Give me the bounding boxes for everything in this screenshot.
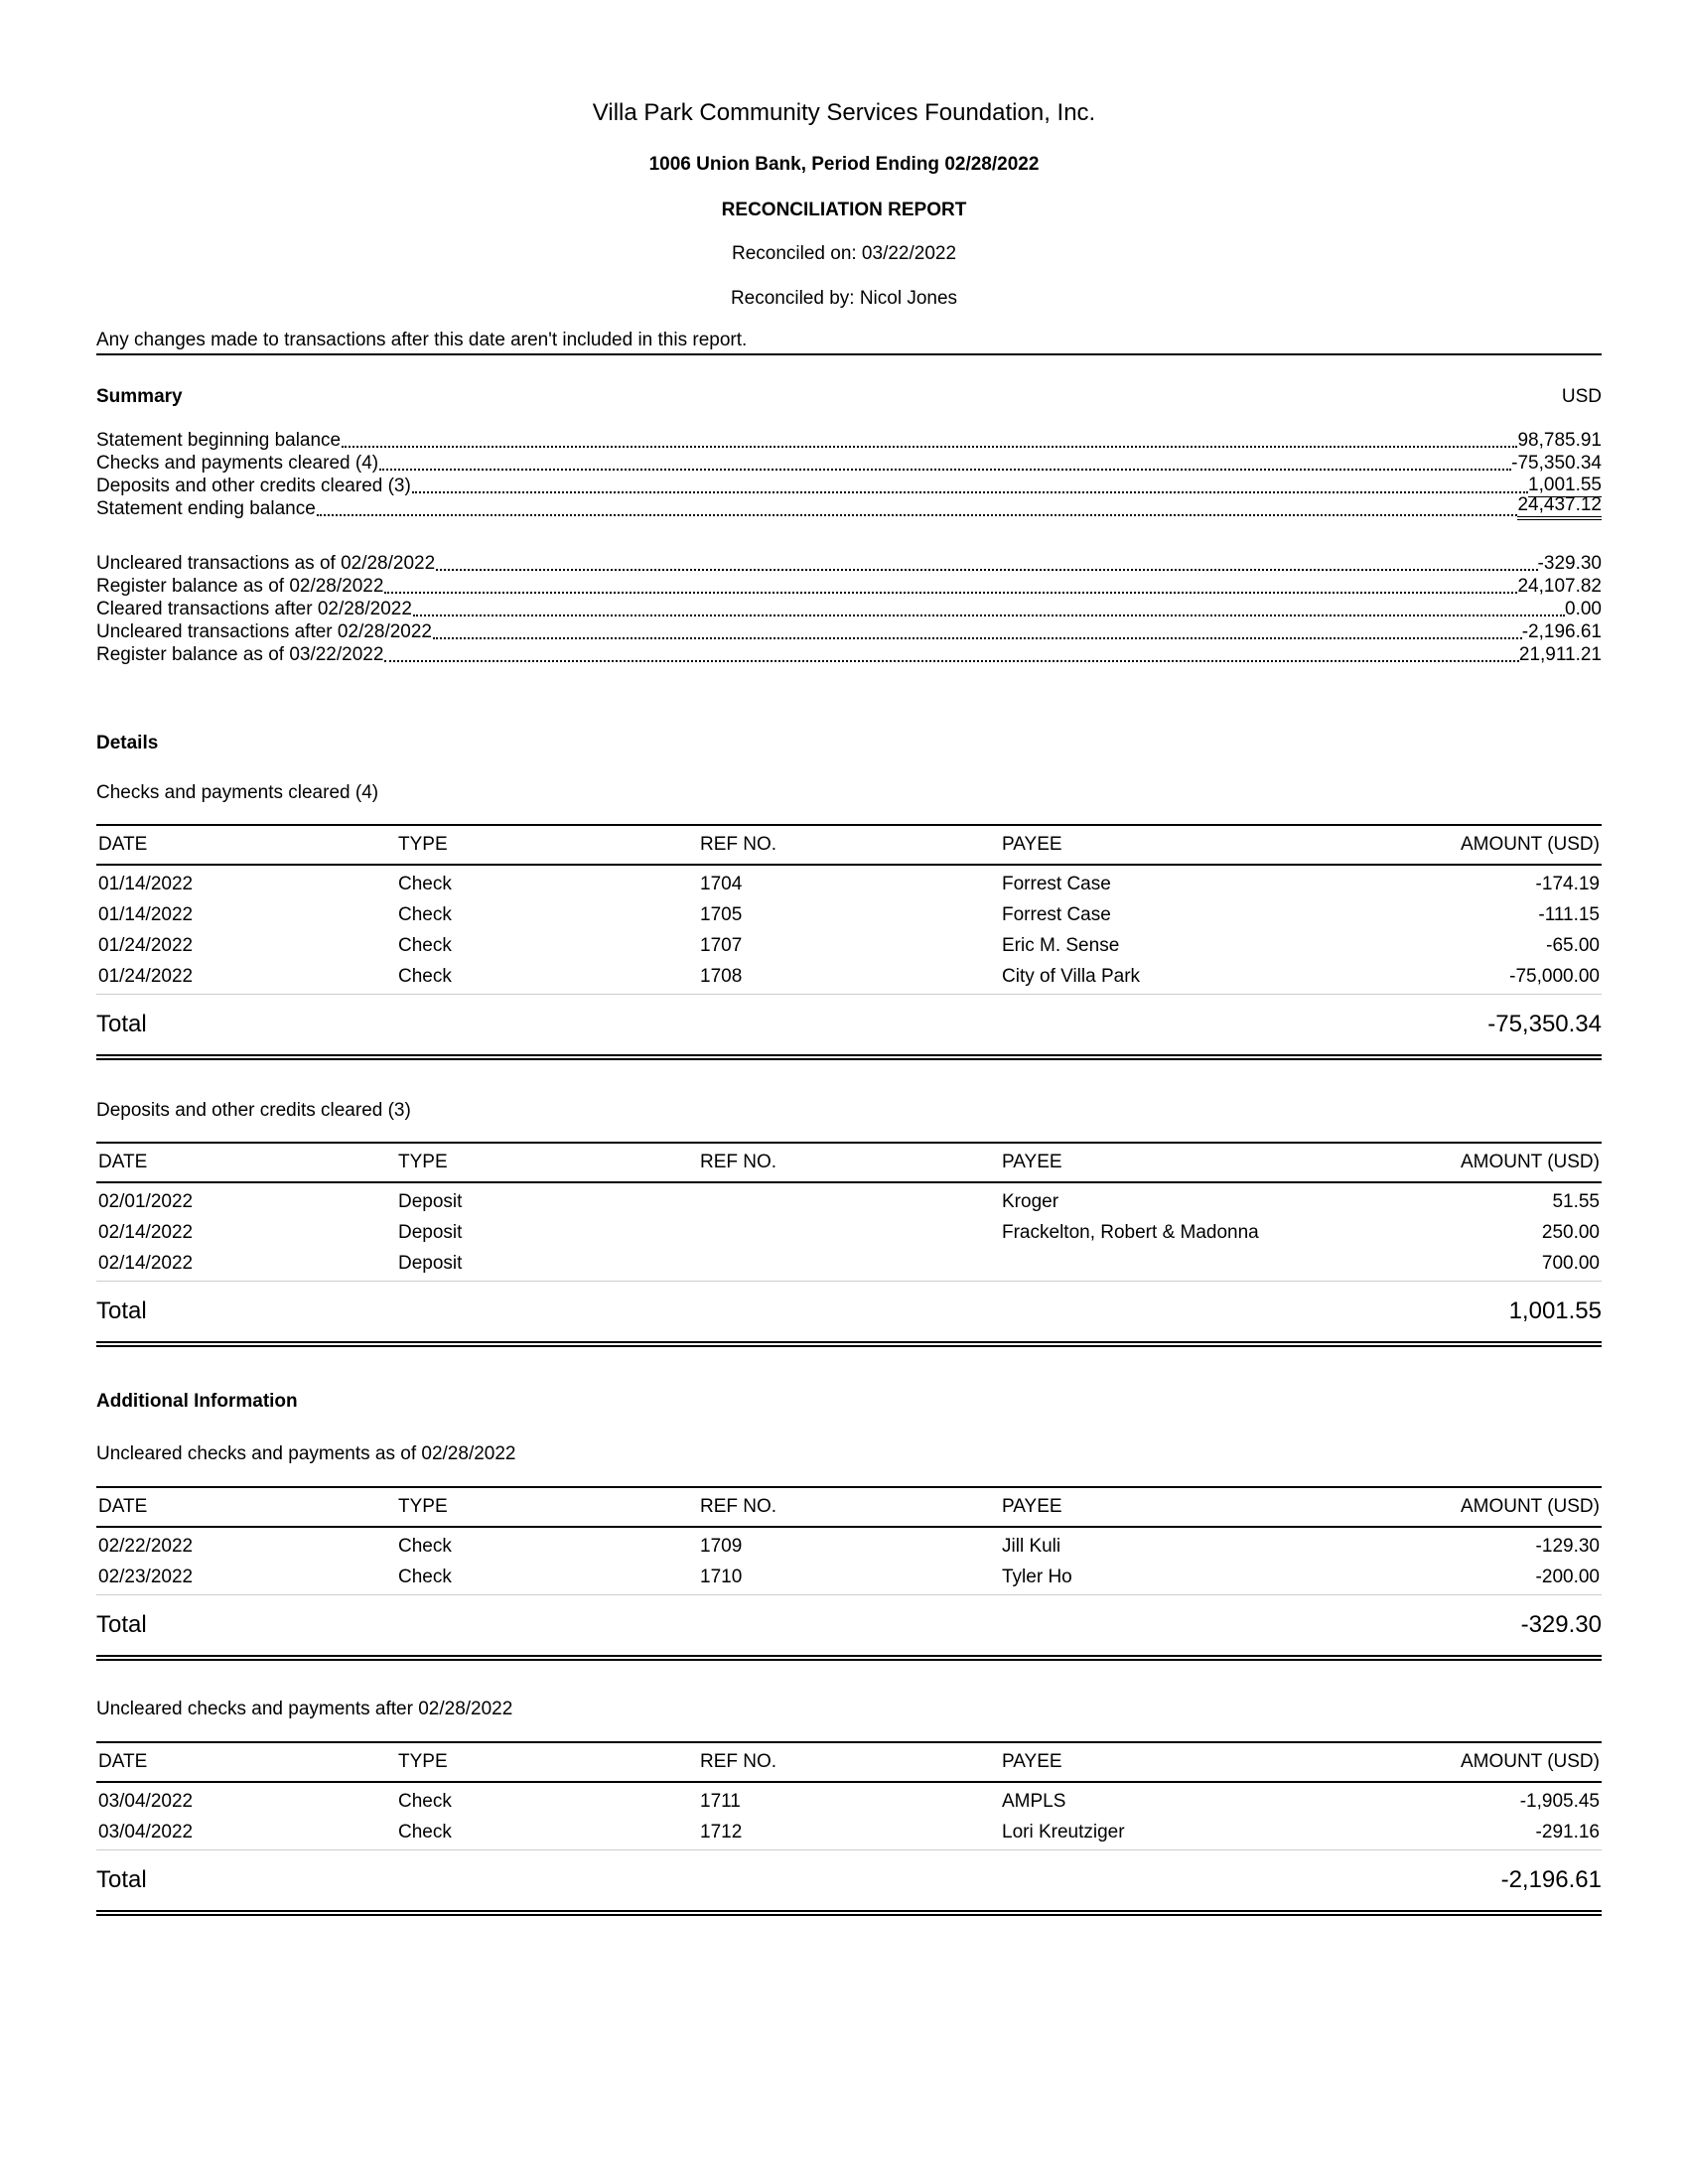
total-row: [96, 1282, 1602, 1347]
cell-date: 03/04/2022: [98, 1790, 194, 1812]
uncleared-after-heading: Uncleared checks and payments after 02/28/2022: [96, 1699, 513, 1719]
cell-type: Check: [398, 965, 452, 987]
cell-type: Check: [398, 934, 452, 956]
summary-line: [96, 475, 1602, 497]
cell-payee: Eric M. Sense: [1002, 934, 1120, 956]
uncleared-as-of-heading: Uncleared checks and payments as of 02/28/2022: [96, 1443, 516, 1464]
cell-payee: Jill Kuli: [1002, 1535, 1061, 1557]
table-header: [96, 1741, 1602, 1783]
col-amount: AMOUNT (USD): [1460, 1751, 1600, 1772]
total-label: Total: [96, 1611, 147, 1638]
cell-amount: -65.00: [1546, 934, 1600, 956]
account-period: 1006 Union Bank, Period Ending 02/28/2022: [648, 154, 1040, 175]
col-type: TYPE: [398, 1751, 448, 1772]
summary-heading: Summary: [96, 386, 183, 407]
cell-ref: 1710: [700, 1566, 743, 1587]
cell-date: 01/24/2022: [98, 934, 194, 956]
cell-payee: AMPLS: [1002, 1790, 1066, 1812]
cell-amount: -129.30: [1535, 1535, 1600, 1557]
summary-label: Statement ending balance: [96, 498, 316, 519]
table-header: [96, 824, 1602, 866]
summary-value: 1,001.55: [1528, 475, 1602, 495]
summary-value: -75,350.34: [1511, 453, 1602, 474]
summary-value: 21,911.21: [1518, 644, 1602, 665]
summary-label: Register balance as of 02/28/2022: [96, 576, 384, 597]
col-ref: REF NO.: [700, 834, 777, 855]
cell-type: Check: [398, 1821, 452, 1843]
cell-amount: -200.00: [1535, 1566, 1600, 1587]
checks-cleared-table: [96, 824, 1602, 1060]
summary-value: 24,107.82: [1517, 576, 1602, 597]
table-row: [96, 899, 1602, 930]
table-row: [96, 1817, 1602, 1847]
col-type: TYPE: [398, 1152, 448, 1172]
summary-currency: USD: [1561, 386, 1602, 407]
cell-amount: -75,000.00: [1509, 965, 1600, 987]
col-date: DATE: [98, 1496, 148, 1517]
col-amount: AMOUNT (USD): [1460, 1496, 1600, 1517]
cell-type: Check: [398, 1566, 452, 1587]
summary-group-register: [96, 552, 1602, 666]
table-row: [96, 1562, 1602, 1592]
cell-payee: City of Villa Park: [1002, 965, 1141, 987]
summary-line: [96, 429, 1602, 452]
total-value: -2,196.61: [1500, 1866, 1602, 1893]
total-row: [96, 995, 1602, 1060]
cell-date: 02/14/2022: [98, 1221, 194, 1243]
table-row: [96, 1217, 1602, 1248]
summary-label: Uncleared transactions after 02/28/2022: [96, 621, 432, 642]
cell-date: 01/24/2022: [98, 965, 194, 987]
col-ref: REF NO.: [700, 1152, 777, 1172]
cell-ref: 1712: [700, 1821, 743, 1843]
total-label: Total: [96, 1297, 147, 1324]
cell-payee: Forrest Case: [1002, 903, 1111, 925]
cell-amount: -291.16: [1535, 1821, 1600, 1843]
cell-payee: Frackelton, Robert & Madonna: [1002, 1221, 1259, 1243]
cell-amount: 700.00: [1541, 1252, 1600, 1274]
summary-line: [96, 598, 1602, 620]
summary-label: Statement beginning balance: [96, 430, 342, 451]
summary-line: [96, 552, 1602, 575]
summary-line: [96, 494, 1602, 520]
report-notice: Any changes made to transactions after this date aren't included in this report.: [96, 330, 1602, 355]
cell-ref: 1705: [700, 903, 743, 925]
total-row: [96, 1850, 1602, 1916]
cell-payee: Forrest Case: [1002, 873, 1111, 894]
cell-amount: -111.15: [1538, 903, 1600, 925]
col-payee: PAYEE: [1002, 834, 1062, 855]
cell-payee: Tyler Ho: [1002, 1566, 1072, 1587]
col-payee: PAYEE: [1002, 1496, 1062, 1517]
summary-label: Uncleared transactions as of 02/28/2022: [96, 553, 436, 574]
cell-type: Check: [398, 903, 452, 925]
total-row: [96, 1595, 1602, 1661]
cell-ref: 1711: [700, 1790, 741, 1812]
cell-amount: 250.00: [1541, 1221, 1600, 1243]
total-label: Total: [96, 1011, 147, 1037]
cell-amount: 51.55: [1552, 1190, 1600, 1212]
summary-line: [96, 452, 1602, 475]
table-row: [96, 961, 1602, 992]
cell-payee: Kroger: [1002, 1190, 1059, 1212]
col-ref: REF NO.: [700, 1751, 777, 1772]
additional-info-heading: Additional Information: [96, 1391, 298, 1412]
summary-value: -2,196.61: [1521, 621, 1602, 642]
reconciled-by: Reconciled by: Nicol Jones: [730, 288, 958, 309]
report-title: RECONCILIATION REPORT: [721, 200, 967, 220]
cell-type: Check: [398, 1535, 452, 1557]
table-row: [96, 869, 1602, 899]
col-date: DATE: [98, 1152, 148, 1172]
cell-date: 01/14/2022: [98, 903, 194, 925]
summary-line: [96, 620, 1602, 643]
uncleared-after-table: [96, 1741, 1602, 1916]
summary-value: 24,437.12: [1517, 494, 1602, 520]
summary-label: Deposits and other credits cleared (3): [96, 476, 411, 496]
cell-ref: 1704: [700, 873, 743, 894]
summary-line: [96, 643, 1602, 666]
cell-type: Deposit: [398, 1252, 463, 1274]
col-date: DATE: [98, 1751, 148, 1772]
cell-date: 03/04/2022: [98, 1821, 194, 1843]
deposits-cleared-table: [96, 1142, 1602, 1347]
table-row: [96, 1531, 1602, 1562]
summary-line: [96, 575, 1602, 598]
col-payee: PAYEE: [1002, 1751, 1062, 1772]
summary-value: -329.30: [1537, 553, 1602, 574]
table-row: [96, 1186, 1602, 1217]
cell-date: 02/23/2022: [98, 1566, 194, 1587]
table-row: [96, 1786, 1602, 1817]
cell-payee: Lori Kreutziger: [1002, 1821, 1125, 1843]
cell-ref: 1709: [700, 1535, 743, 1557]
cell-ref: 1707: [700, 934, 743, 956]
cell-amount: -174.19: [1535, 873, 1600, 894]
details-heading: Details: [96, 733, 159, 753]
cell-date: 01/14/2022: [98, 873, 194, 894]
summary-label: Cleared transactions after 02/28/2022: [96, 599, 412, 619]
cell-ref: 1708: [700, 965, 743, 987]
organization-name: Villa Park Community Services Foundation, Inc.: [592, 99, 1096, 126]
col-date: DATE: [98, 834, 148, 855]
cell-date: 02/01/2022: [98, 1190, 194, 1212]
col-payee: PAYEE: [1002, 1152, 1062, 1172]
col-type: TYPE: [398, 834, 448, 855]
summary-group-statement: [96, 429, 1602, 520]
table-header: [96, 1142, 1602, 1183]
uncleared-as-of-table: [96, 1486, 1602, 1661]
cell-date: 02/22/2022: [98, 1535, 194, 1557]
table-header: [96, 1486, 1602, 1528]
summary-value: 0.00: [1565, 599, 1602, 619]
summary-label: Register balance as of 03/22/2022: [96, 644, 384, 665]
summary-label: Checks and payments cleared (4): [96, 453, 379, 474]
cell-amount: -1,905.45: [1519, 1790, 1600, 1812]
cell-type: Deposit: [398, 1190, 463, 1212]
summary-value: 98,785.91: [1517, 430, 1602, 451]
col-ref: REF NO.: [700, 1496, 777, 1517]
cell-type: Check: [398, 873, 452, 894]
table-row: [96, 1248, 1602, 1279]
deposits-cleared-heading: Deposits and other credits cleared (3): [96, 1100, 411, 1121]
table-row: [96, 930, 1602, 961]
total-value: -75,350.34: [1487, 1011, 1602, 1037]
total-value: 1,001.55: [1508, 1297, 1602, 1324]
col-amount: AMOUNT (USD): [1460, 1152, 1600, 1172]
total-label: Total: [96, 1866, 147, 1893]
cell-date: 02/14/2022: [98, 1252, 194, 1274]
reconciled-on: Reconciled on: 03/22/2022: [731, 243, 957, 264]
checks-cleared-heading: Checks and payments cleared (4): [96, 782, 379, 803]
col-amount: AMOUNT (USD): [1460, 834, 1600, 855]
total-value: -329.30: [1520, 1611, 1602, 1638]
cell-type: Check: [398, 1790, 452, 1812]
col-type: TYPE: [398, 1496, 448, 1517]
cell-type: Deposit: [398, 1221, 463, 1243]
